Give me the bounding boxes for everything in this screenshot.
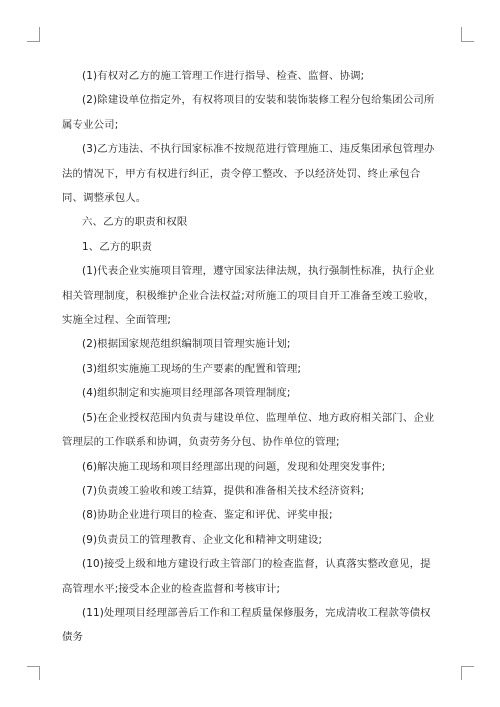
paragraph-right-1: (1)有权对乙方的施工管理工作进行指导、检查、监督、协调; [82, 70, 365, 82]
duty-item-4: (4)组织制定和实施项目经理部各项管理制度; [82, 387, 291, 400]
subsection-heading: 1、乙方的职责 [82, 240, 153, 253]
duty-item-10: (10)接受上级和地方建设行政主管部门的检查监督，认真落实整改意见，提高管理水平;接受本企业的检查监督和考核审计; [62, 558, 431, 595]
crop-mark-top-left-vertical [39, 27, 40, 41]
duty-item-7: (7)负责竣工验收和竣工结算，提供和准备相关技术经济资料; [82, 484, 365, 497]
crop-mark-bottom-left-vertical [39, 666, 40, 680]
crop-mark-bottom-right-vertical [461, 666, 462, 680]
crop-mark-top-right-vertical [461, 27, 462, 41]
duty-item-11: (11)处理项目经理部善后工作和工程质量保修服务，完成清收工程款等债权债务 [62, 606, 431, 644]
crop-mark-bottom-left-horizontal [27, 666, 40, 667]
crop-mark-top-left-horizontal [27, 41, 40, 42]
duty-item-2: (2)根据国家规范组织编制项目管理实施计划; [82, 338, 291, 351]
paragraph-right-3: (3)乙方违法、不执行国家标准不按规范进行管理施工、违反集团承包管理办法的情况下，甲方有权进行纠正，责令停工整改、予以经济处罚、终止承包合同、调整承包人。 [62, 143, 435, 205]
section-heading: 六、乙方的职责和权限 [82, 216, 188, 229]
paragraph-right-2: (2)除建设单位指定外，有权将项目的安装和装饰装修工程分包给集团公司所属专业公司; [62, 94, 435, 131]
duty-item-5: (5)在企业授权范围内负责与建设单位、监理单位、地方政府相关部门、企业管理层的工作联系和协调，负责劳务分包、协作单位的管理; [62, 411, 435, 449]
duty-item-1: (1)代表企业实施项目管理，遵守国家法律法规，执行强制性标准，执行企业相关管理制度，积极维护企业合法权益;对所施工的项目自开工准备至竣工验收，实施全过程、全面管理; [62, 265, 435, 327]
crop-mark-top-right-horizontal [461, 41, 474, 42]
duty-item-6: (6)解决施工现场和项目经理部出现的问题，发现和处理突发事件; [82, 460, 386, 473]
crop-mark-bottom-right-horizontal [461, 666, 474, 667]
duty-item-3: (3)组织实施施工现场的生产要素的配置和管理; [82, 362, 302, 375]
duty-item-8: (8)协助企业进行项目的检查、鉴定和评优、评奖申报; [82, 509, 333, 522]
document-body [62, 64, 438, 650]
duty-item-9: (9)负责员工的管理教育、企业文化和精神文明建设; [82, 533, 323, 546]
